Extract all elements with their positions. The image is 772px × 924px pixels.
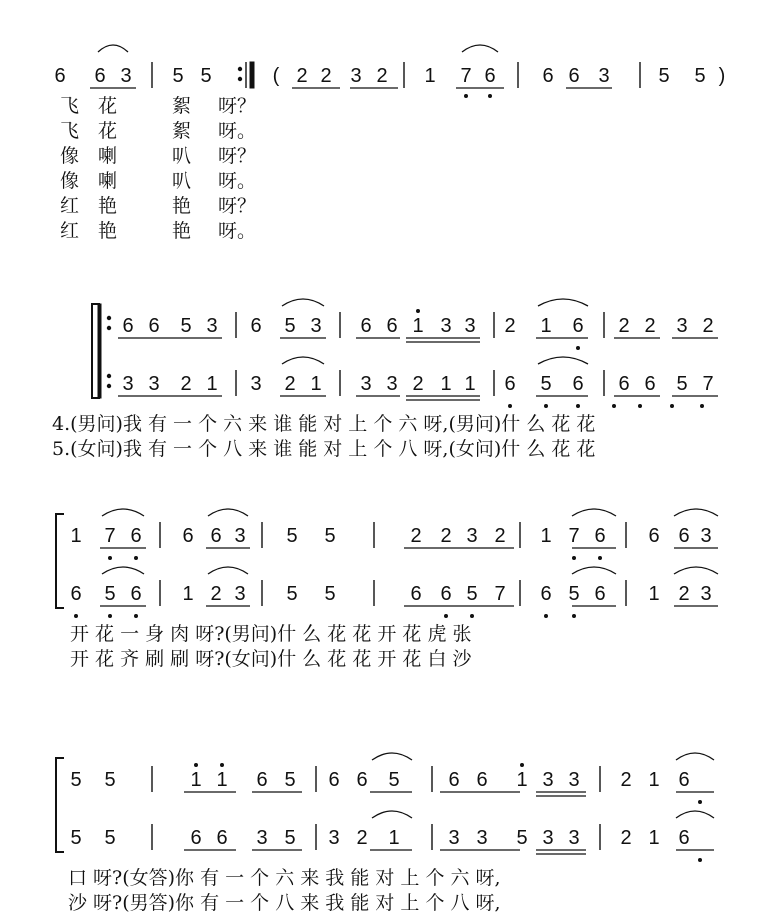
intro-note: 6 bbox=[54, 65, 66, 87]
g-sys2-lower-note: 5 bbox=[568, 583, 580, 605]
g-sys2-low-dot bbox=[108, 614, 112, 618]
g-sys2-low-dot bbox=[134, 556, 138, 560]
g-sys3-lyric-1: 口 呀?(女答)你 有 一 个 六 来 我 能 对 上 个 六 呀, bbox=[68, 867, 501, 889]
g-sys2-upper-note: 3 bbox=[700, 525, 712, 547]
g-sys2-tie-arc bbox=[572, 567, 616, 574]
g-sys2-upper-note: 2 bbox=[494, 525, 506, 547]
intro-note: 7 bbox=[460, 65, 472, 87]
g-sys2-tie-arc bbox=[674, 567, 718, 574]
g-sys3-lower-note: 3 bbox=[476, 827, 488, 849]
g-sys1-tie-arc bbox=[538, 357, 588, 364]
g-sys1-tie-arc bbox=[282, 357, 324, 364]
intro-lyric-char: 艳 bbox=[172, 220, 192, 242]
g-sys2-tie-arc bbox=[674, 509, 718, 516]
g-sys1-upper-note: 2 bbox=[702, 315, 714, 337]
g-sys2-tie-arc bbox=[208, 567, 248, 574]
g-sys1-lower-note: 3 bbox=[250, 373, 262, 395]
intro-note: 5 bbox=[658, 65, 670, 87]
g-sys3-low-dot bbox=[698, 800, 702, 804]
g-sys3-tie-arc bbox=[372, 811, 412, 818]
g-sys1-upper-note: 3 bbox=[206, 315, 218, 337]
g-sys1-upper-note: 5 bbox=[284, 315, 296, 337]
g-sys3-low-dot bbox=[698, 858, 702, 862]
g-sys3-upper-note: 6 bbox=[356, 769, 368, 791]
g-sys2-tie-arc bbox=[102, 509, 144, 516]
g-sys1-lower-note: 1 bbox=[464, 373, 476, 395]
g-sys3-upper-note: 6 bbox=[256, 769, 268, 791]
g-sys3-tie-arc bbox=[372, 753, 412, 760]
g-sys1-low-dot bbox=[670, 404, 674, 408]
g-sys1-lower-note: 1 bbox=[440, 373, 452, 395]
intro-lyric-char: 花 bbox=[98, 95, 118, 117]
intro-lyric-char: 花 bbox=[98, 120, 118, 142]
g-sys1-upper-note: 6 bbox=[122, 315, 134, 337]
intro-repeat-dot bbox=[238, 67, 242, 71]
g-sys3-upper-octave-dot bbox=[194, 763, 198, 767]
g-sys3-lower-note: 3 bbox=[448, 827, 460, 849]
g-sys1-upper-note: 6 bbox=[250, 315, 262, 337]
intro-lyric-char: 絮 bbox=[172, 95, 192, 117]
intro-note: 5 bbox=[694, 65, 706, 87]
intro-lyric-char: 喇 bbox=[98, 170, 118, 192]
intro-note: 6 bbox=[94, 65, 106, 87]
intro-lyric-char: 絮 bbox=[172, 120, 192, 142]
g-sys3-lower-note: 2 bbox=[620, 827, 632, 849]
intro-lyric-char: 呀。 bbox=[218, 220, 257, 242]
g-sys2-low-dot bbox=[74, 614, 78, 618]
g-sys2-upper-note: 7 bbox=[104, 525, 116, 547]
g-sys2-upper-note: 6 bbox=[130, 525, 142, 547]
g-sys3-lower-note: 1 bbox=[648, 827, 660, 849]
g-sys3-upper-note: 1 bbox=[216, 769, 228, 791]
g-sys1-tie-arc bbox=[282, 299, 324, 306]
g-sys2-lower-note: 3 bbox=[700, 583, 712, 605]
intro-note: 6 bbox=[568, 65, 580, 87]
intro-note: 2 bbox=[296, 65, 308, 87]
intro-note: 3 bbox=[350, 65, 362, 87]
g-sys2-upper-note: 6 bbox=[678, 525, 690, 547]
g-sys1-repeat-dot bbox=[107, 326, 111, 330]
g-sys1-upper-note: 2 bbox=[618, 315, 630, 337]
g-sys3-upper-note: 6 bbox=[448, 769, 460, 791]
g-sys2-upper-note: 6 bbox=[648, 525, 660, 547]
g-sys3-bracket bbox=[56, 758, 64, 852]
g-sys3-lower-note: 3 bbox=[568, 827, 580, 849]
g-sys3-lyric-2: 沙 呀?(男答)你 有 一 个 八 来 我 能 对 上 个 八 呀, bbox=[68, 892, 501, 914]
g-sys2-tie-arc bbox=[208, 509, 248, 516]
g-sys3-upper-octave-dot bbox=[220, 763, 224, 767]
g-sys1-bracket-bar bbox=[98, 304, 101, 398]
g-sys1-lower-note: 6 bbox=[504, 373, 516, 395]
g-sys1-upper-note: 6 bbox=[360, 315, 372, 337]
intro-note: 6 bbox=[542, 65, 554, 87]
g-sys1-upper-note: 3 bbox=[310, 315, 322, 337]
g-sys2-low-dot bbox=[598, 556, 602, 560]
g-sys3-upper-note: 2 bbox=[620, 769, 632, 791]
g-sys2-tie-arc bbox=[102, 567, 144, 574]
g-sys3-upper-note: 1 bbox=[516, 769, 528, 791]
g-sys1-upper-note: 6 bbox=[572, 315, 584, 337]
intro-paren: ) bbox=[718, 65, 726, 87]
intro-barline-thick bbox=[250, 62, 254, 88]
g-sys1-lyric-1: 4.(男问)我 有 一 个 六 来 谁 能 对 上 个 六 呀,(男问)什 么 花 花 bbox=[52, 413, 596, 435]
g-sys2-low-dot bbox=[444, 614, 448, 618]
intro-lyric-char: 呀？ bbox=[218, 195, 257, 217]
intro-lyric-char: 呀？ bbox=[218, 95, 257, 117]
intro-lyric-char: 像 bbox=[60, 170, 80, 192]
g-sys2-upper-note: 6 bbox=[182, 525, 194, 547]
intro-note: 2 bbox=[320, 65, 332, 87]
g-sys2-upper-note: 6 bbox=[594, 525, 606, 547]
intro-paren: ( bbox=[272, 65, 280, 87]
g-sys1-low-dot bbox=[612, 404, 616, 408]
system-1 bbox=[52, 299, 718, 460]
g-sys1-lower-note: 1 bbox=[206, 373, 218, 395]
intro-tie-arc bbox=[462, 45, 498, 52]
intro-lyric-char: 叭 bbox=[172, 170, 192, 192]
intro-lyric-char: 呀。 bbox=[218, 170, 257, 192]
g-sys1-lower-note: 2 bbox=[284, 373, 296, 395]
intro-repeat-dot bbox=[238, 77, 242, 81]
intro-note: 2 bbox=[376, 65, 388, 87]
g-sys3-upper-note: 6 bbox=[328, 769, 340, 791]
g-sys1-repeat-dot bbox=[107, 316, 111, 320]
g-sys3-upper-note: 5 bbox=[284, 769, 296, 791]
g-sys3-upper-note: 1 bbox=[648, 769, 660, 791]
g-sys2-bracket bbox=[56, 514, 64, 608]
g-sys2-lower-note: 3 bbox=[234, 583, 246, 605]
intro-lyric-char: 红 bbox=[60, 195, 80, 217]
g-sys1-lower-note: 6 bbox=[572, 373, 584, 395]
g-sys1-upper-note: 2 bbox=[644, 315, 656, 337]
g-sys3-lower-note: 1 bbox=[388, 827, 400, 849]
intro-lyric-char: 像 bbox=[60, 145, 80, 167]
g-sys3-upper-note: 5 bbox=[70, 769, 82, 791]
g-sys3-lower-note: 5 bbox=[104, 827, 116, 849]
g-sys1-repeat-dot bbox=[107, 384, 111, 388]
g-sys1-lower-note: 5 bbox=[676, 373, 688, 395]
intro-line bbox=[54, 45, 725, 98]
g-sys2-upper-note: 1 bbox=[540, 525, 552, 547]
g-sys3-upper-note: 5 bbox=[388, 769, 400, 791]
g-sys1-upper-note: 3 bbox=[464, 315, 476, 337]
g-sys1-lower-note: 6 bbox=[618, 373, 630, 395]
g-sys2-upper-note: 2 bbox=[410, 525, 422, 547]
intro-lyric-char: 艳 bbox=[98, 195, 118, 217]
intro-lyric-char: 红 bbox=[60, 220, 80, 242]
g-sys2-lower-note: 5 bbox=[466, 583, 478, 605]
g-sys1-lower-note: 2 bbox=[180, 373, 192, 395]
g-sys1-low-dot bbox=[508, 404, 512, 408]
g-sys3-lower-note: 5 bbox=[516, 827, 528, 849]
g-sys2-lyric-1: 开 花 一 身 肉 呀?(男问)什 么 花 花 开 花 虎 张 bbox=[70, 623, 472, 645]
g-sys1-lyric-2: 5.(女问)我 有 一 个 八 来 谁 能 对 上 个 八 呀,(女问)什 么 花 花 bbox=[52, 438, 596, 460]
g-sys2-low-dot bbox=[572, 614, 576, 618]
g-sys3-upper-note: 1 bbox=[190, 769, 202, 791]
g-sys1-upper-note: 5 bbox=[180, 315, 192, 337]
g-sys1-low-dot bbox=[576, 346, 580, 350]
g-sys3-upper-note: 5 bbox=[104, 769, 116, 791]
system-3 bbox=[56, 753, 714, 914]
g-sys3-lower-note: 6 bbox=[678, 827, 690, 849]
g-sys3-upper-note: 6 bbox=[476, 769, 488, 791]
g-sys2-lower-note: 6 bbox=[594, 583, 606, 605]
g-sys2-upper-note: 5 bbox=[286, 525, 298, 547]
intro-note: 5 bbox=[200, 65, 212, 87]
g-sys3-upper-note: 6 bbox=[678, 769, 690, 791]
intro-lyric-char: 艳 bbox=[172, 195, 192, 217]
g-sys1-upper-note: 3 bbox=[676, 315, 688, 337]
g-sys2-upper-note: 7 bbox=[568, 525, 580, 547]
g-sys3-lower-note: 6 bbox=[216, 827, 228, 849]
intro-note: 6 bbox=[484, 65, 496, 87]
g-sys3-upper-octave-dot bbox=[520, 763, 524, 767]
system-2 bbox=[56, 509, 718, 670]
intro-low-dot bbox=[464, 94, 468, 98]
g-sys1-upper-note: 1 bbox=[540, 315, 552, 337]
g-sys2-low-dot bbox=[470, 614, 474, 618]
intro-note: 3 bbox=[598, 65, 610, 87]
g-sys1-low-dot bbox=[700, 404, 704, 408]
g-sys1-low-dot bbox=[576, 404, 580, 408]
intro-lyric-char: 喇 bbox=[98, 145, 118, 167]
g-sys2-lower-note: 6 bbox=[70, 583, 82, 605]
g-sys2-upper-note: 3 bbox=[466, 525, 478, 547]
g-sys1-lower-note: 3 bbox=[148, 373, 160, 395]
g-sys2-lower-note: 5 bbox=[104, 583, 116, 605]
g-sys1-upper-note: 1 bbox=[412, 315, 424, 337]
g-sys1-upper-note: 6 bbox=[386, 315, 398, 337]
intro-note: 5 bbox=[172, 65, 184, 87]
intro-note: 1 bbox=[424, 65, 436, 87]
g-sys2-upper-note: 5 bbox=[324, 525, 336, 547]
g-sys1-upper-note: 3 bbox=[440, 315, 452, 337]
g-sys1-lower-note: 7 bbox=[702, 373, 714, 395]
g-sys2-lower-note: 6 bbox=[540, 583, 552, 605]
g-sys1-lower-note: 1 bbox=[310, 373, 322, 395]
intro-tie-arc bbox=[98, 45, 128, 52]
g-sys2-low-dot bbox=[108, 556, 112, 560]
g-sys2-lower-note: 2 bbox=[678, 583, 690, 605]
g-sys2-upper-note: 2 bbox=[440, 525, 452, 547]
g-sys3-upper-note: 3 bbox=[542, 769, 554, 791]
g-sys2-lower-note: 1 bbox=[182, 583, 194, 605]
g-sys2-lower-note: 5 bbox=[324, 583, 336, 605]
g-sys2-tie-arc bbox=[572, 509, 616, 516]
g-sys1-low-dot bbox=[638, 404, 642, 408]
g-sys2-lower-note: 7 bbox=[494, 583, 506, 605]
g-sys1-low-dot bbox=[544, 404, 548, 408]
g-sys1-lower-note: 3 bbox=[122, 373, 134, 395]
intro-low-dot bbox=[488, 94, 492, 98]
g-sys2-lower-note: 6 bbox=[410, 583, 422, 605]
g-sys1-lower-note: 3 bbox=[360, 373, 372, 395]
g-sys2-low-dot bbox=[572, 556, 576, 560]
intro-lyric-char: 呀？ bbox=[218, 145, 257, 167]
g-sys2-upper-note: 3 bbox=[234, 525, 246, 547]
intro-lyric-char: 艳 bbox=[98, 220, 118, 242]
g-sys2-lower-note: 1 bbox=[648, 583, 660, 605]
g-sys3-lower-note: 5 bbox=[284, 827, 296, 849]
g-sys2-low-dot bbox=[134, 614, 138, 618]
intro-lyrics bbox=[60, 95, 256, 242]
g-sys2-upper-note: 1 bbox=[70, 525, 82, 547]
g-sys1-upper-octave-dot bbox=[416, 309, 420, 313]
intro-note: 3 bbox=[120, 65, 132, 87]
g-sys3-tie-arc bbox=[676, 753, 714, 760]
g-sys1-tie-arc bbox=[538, 299, 588, 306]
g-sys2-lower-note: 5 bbox=[286, 583, 298, 605]
intro-lyric-char: 呀。 bbox=[218, 120, 257, 142]
intro-lyric-char: 飞 bbox=[60, 95, 80, 117]
g-sys1-lower-note: 5 bbox=[540, 373, 552, 395]
g-sys2-low-dot bbox=[544, 614, 548, 618]
g-sys2-lower-note: 6 bbox=[440, 583, 452, 605]
intro-lyric-char: 飞 bbox=[60, 120, 80, 142]
g-sys1-upper-note: 6 bbox=[148, 315, 160, 337]
g-sys2-lyric-2: 开 花 齐 刷 刷 呀?(女问)什 么 花 花 开 花 白 沙 bbox=[70, 648, 472, 670]
g-sys2-upper-note: 6 bbox=[210, 525, 222, 547]
g-sys3-lower-note: 6 bbox=[190, 827, 202, 849]
g-sys2-lower-note: 6 bbox=[130, 583, 142, 605]
g-sys1-repeat-dot bbox=[107, 374, 111, 378]
g-sys3-lower-note: 3 bbox=[542, 827, 554, 849]
g-sys1-lower-note: 2 bbox=[412, 373, 424, 395]
g-sys1-upper-note: 2 bbox=[504, 315, 516, 337]
g-sys2-lower-note: 2 bbox=[210, 583, 222, 605]
g-sys3-tie-arc bbox=[676, 811, 714, 818]
g-sys3-lower-note: 5 bbox=[70, 827, 82, 849]
g-sys3-lower-note: 2 bbox=[356, 827, 368, 849]
intro-lyric-char: 叭 bbox=[172, 145, 192, 167]
g-sys3-upper-note: 3 bbox=[568, 769, 580, 791]
g-sys3-lower-note: 3 bbox=[256, 827, 268, 849]
g-sys3-lower-note: 3 bbox=[328, 827, 340, 849]
g-sys1-lower-note: 3 bbox=[386, 373, 398, 395]
g-sys1-lower-note: 6 bbox=[644, 373, 656, 395]
